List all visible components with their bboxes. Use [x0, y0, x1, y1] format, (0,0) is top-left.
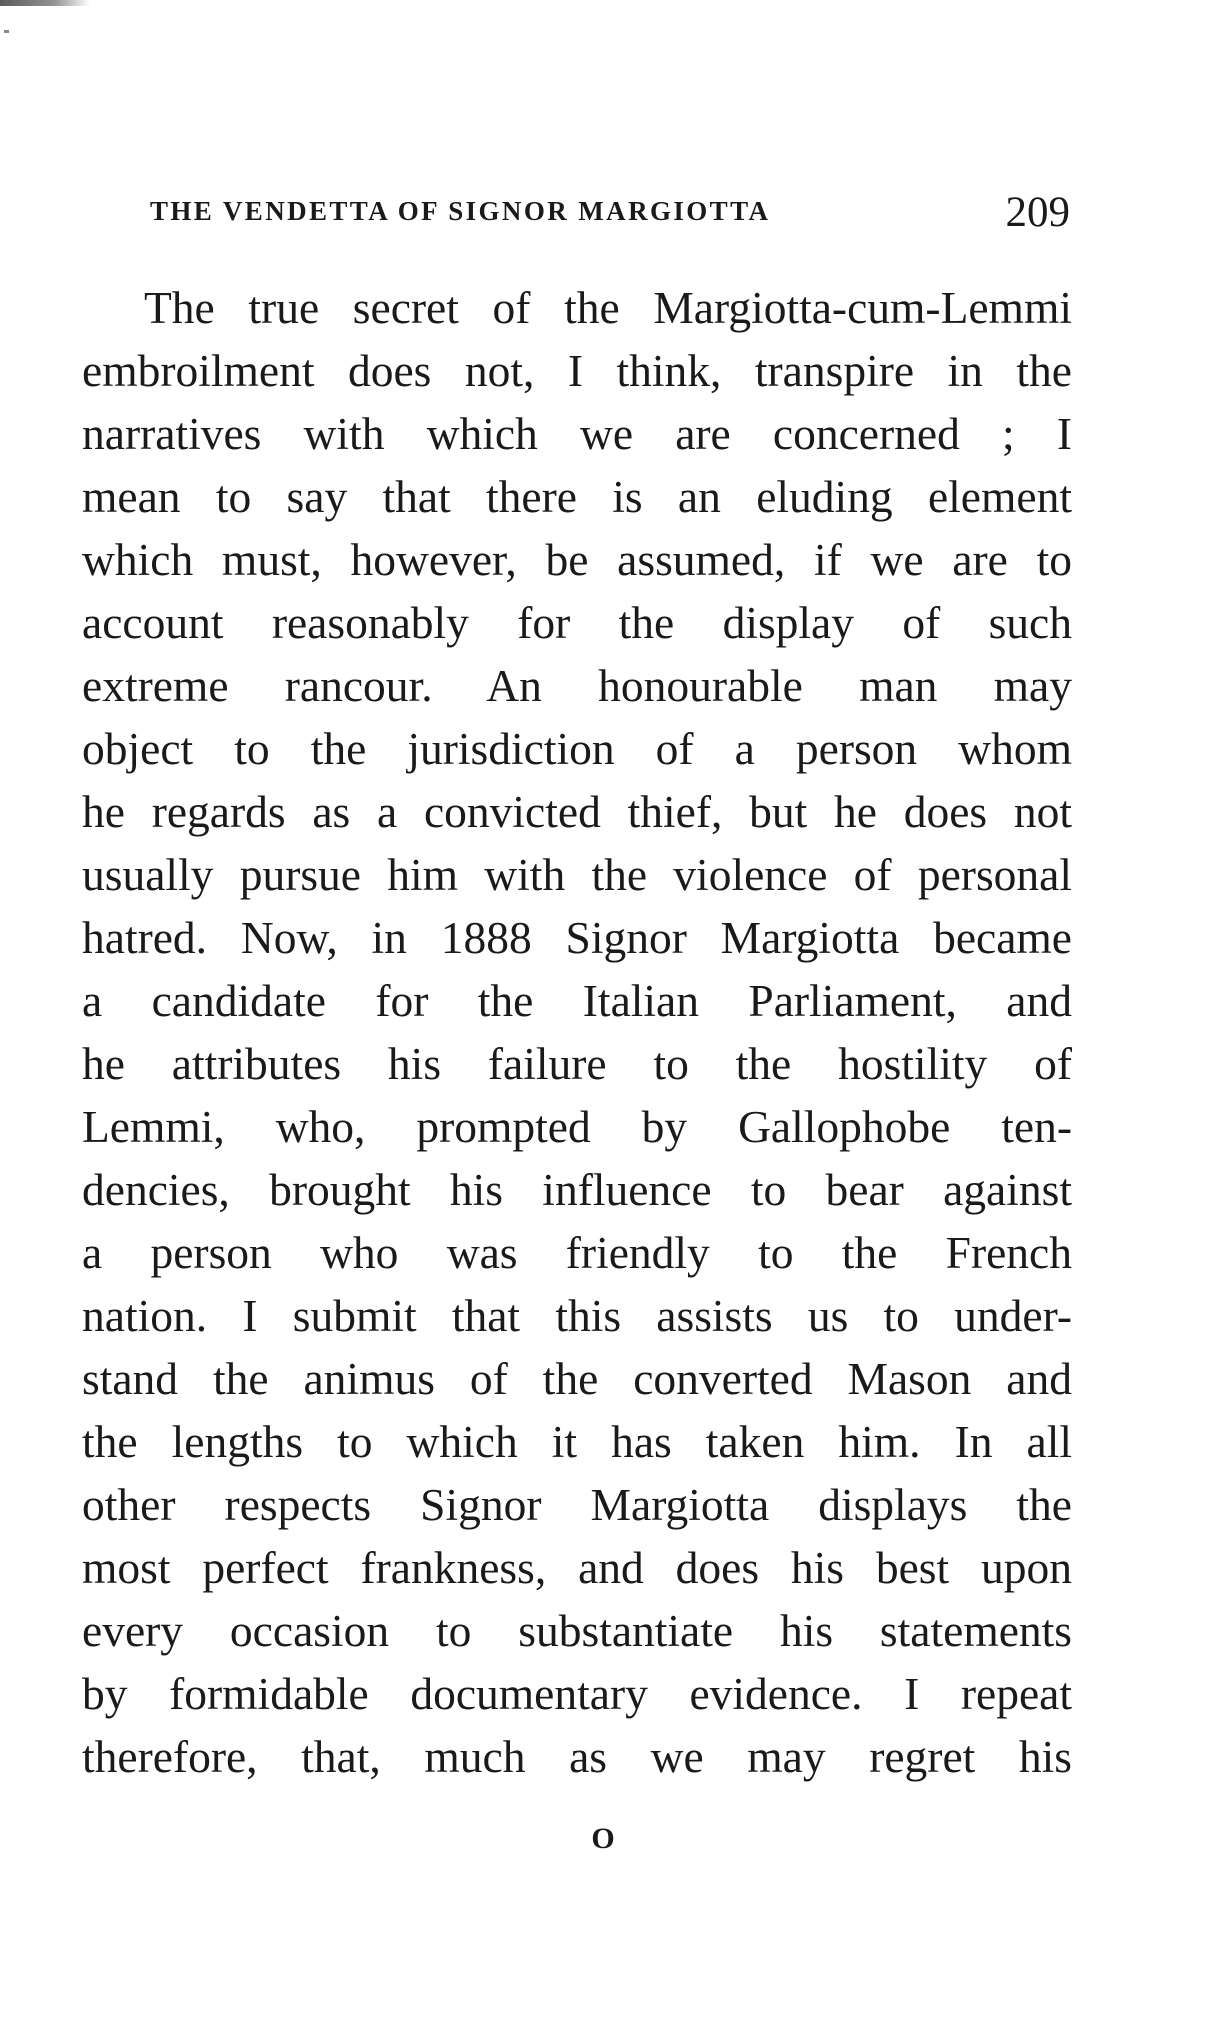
text-line: a candidate for the Italian Parliament, and: [82, 975, 1072, 1026]
text-line: he attributes his failure to the hostility of: [82, 1038, 1072, 1089]
text-line: account reasonably for the display of such: [82, 597, 1072, 648]
text-line: nation. I submit that this assists us to under-: [82, 1290, 1072, 1341]
running-head: [150, 188, 1080, 238]
text-line: other respects Signor Margiotta displays the: [82, 1479, 1072, 1530]
text-line: embroilment does not, I think, transpire in the: [82, 345, 1072, 396]
page-number: 209: [1005, 189, 1070, 236]
text-line: narratives with which we are concerned ; I: [82, 408, 1072, 459]
text-line: a person who was friendly to the French: [82, 1227, 1072, 1278]
text-line: every occasion to substantiate his statements: [82, 1605, 1072, 1656]
text-line: hatred. Now, in 1888 Signor Margiotta became: [82, 912, 1072, 963]
running-title: THE VENDETTA OF SIGNOR MARGIOTTA: [150, 196, 771, 226]
text-line: dencies, brought his influence to bear against: [82, 1164, 1072, 1215]
text-line: therefore, that, much as we may regret his: [82, 1731, 1072, 1782]
scan-edge-mark: [0, 0, 90, 6]
text-line: the lengths to which it has taken him. In all: [82, 1416, 1072, 1467]
text-line: mean to say that there is an eluding element: [82, 471, 1072, 522]
text-line: extreme rancour. An honourable man may: [82, 660, 1072, 711]
text-line: usually pursue him with the violence of personal: [82, 849, 1072, 900]
text-line: stand the animus of the converted Mason and: [82, 1353, 1072, 1404]
text-line: The true secret of the Margiotta-cum-Lemmi: [144, 282, 1072, 333]
text-line: Lemmi, who, prompted by Gallophobe ten-: [82, 1101, 1072, 1152]
text-line: by formidable documentary evidence. I repeat: [82, 1668, 1072, 1719]
text-line: which must, however, be assumed, if we are to: [82, 534, 1072, 585]
text-line: he regards as a convicted thief, but he does not: [82, 786, 1072, 837]
text-line: most perfect frankness, and does his best upon: [82, 1542, 1072, 1593]
body-paragraph: [82, 276, 1072, 1788]
scan-speck: [4, 30, 9, 33]
text-line: object to the jurisdiction of a person whom: [82, 723, 1072, 774]
signature-mark: O: [591, 1822, 615, 1855]
